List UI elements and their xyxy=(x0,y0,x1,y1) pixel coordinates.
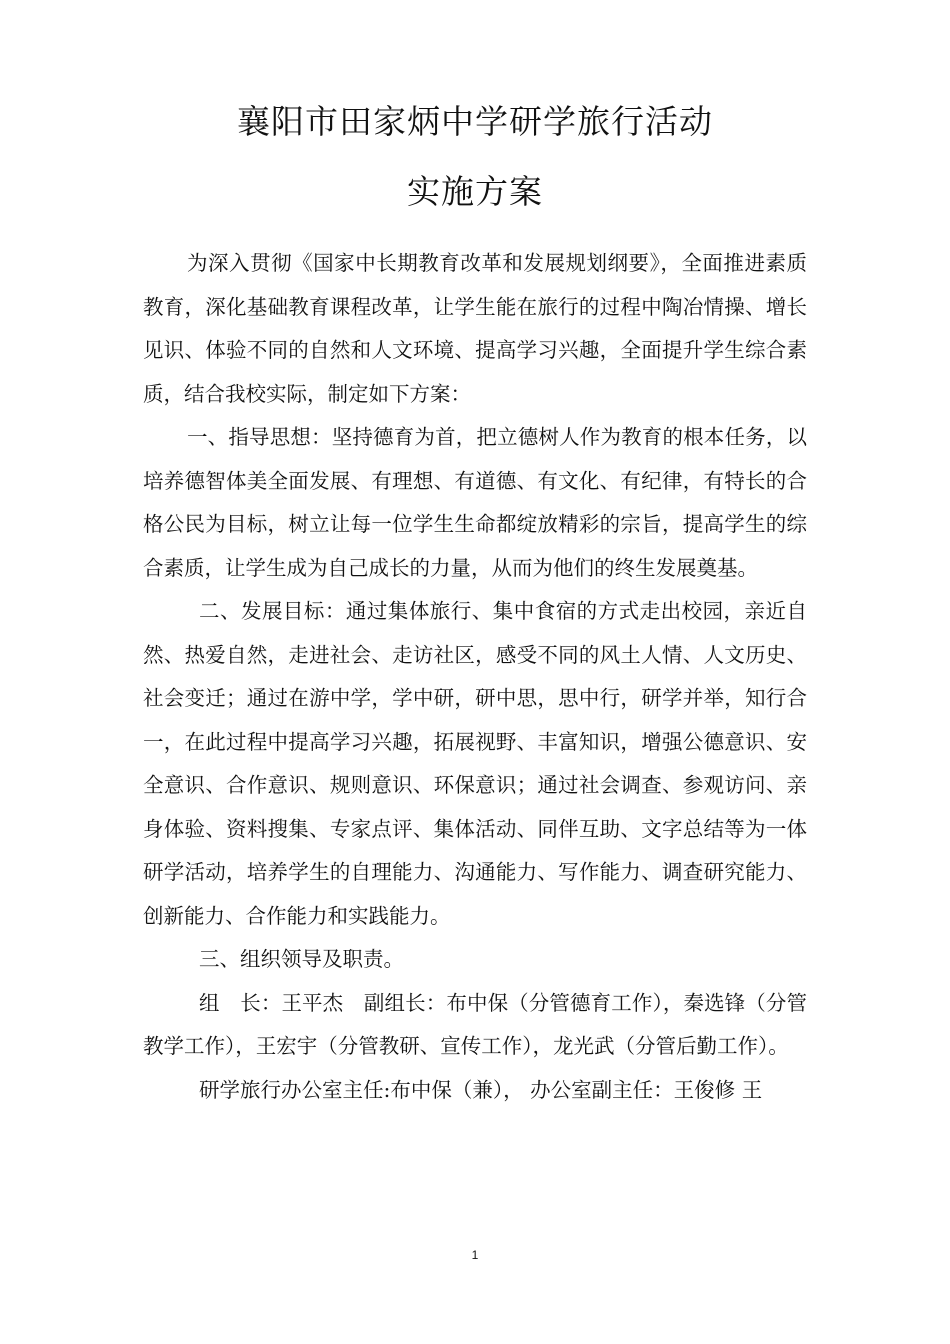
document-body xyxy=(143,242,807,1112)
leadership-paragraph: 组 长：王平杰 副组长：布中保（分管德育工作），秦选锋（分管教学工作），王宏宇（分管教研、宣传工作），龙光武（分管后勤工作）。 xyxy=(143,990,807,1058)
guiding-ideology-paragraph: 一、指导思想：坚持德育为首，把立德树人作为教育的根本任务，以培养德智体美全面发展、有理想、有道德、有文化、有纪律，有特长的合格公民为目标，树立让每一位学生生命都绽放精彩的宗旨，提高学生的综合素质，让学生成为自己成长的力量，从而为他们的终生发展奠基。 xyxy=(143,425,807,580)
development-goals-paragraph: 二、发展目标：通过集体旅行、集中食宿的方式走出校园，亲近自然、热爱自然，走进社会、走访社区，感受不同的风土人情、人文历史、社会变迁；通过在游中学，学中研，研中思，思中行，研学并举，知行合一，在此过程中提高学习兴趣，拓展视野、丰富知识，增强公德意识、安全意识、合作意识、规则意识、环保意识；通过社会调查、参观访问、亲身体验、资料搜集、专家点评、集体活动、同伴互助、文字总结等为一体研学活动，培养学生的自理能力、沟通能力、写作能力、调查研究能力、创新能力、合作能力和实践能力。 xyxy=(143,599,807,928)
page-number: 1 xyxy=(471,1248,479,1262)
document-title: 襄阳市田家炳中学研学旅行活动 xyxy=(237,102,713,141)
document-subtitle: 实施方案 xyxy=(407,172,543,211)
intro-paragraph: 为深入贯彻《国家中长期教育改革和发展规划纲要》，全面推进素质教育，深化基础教育课程改革，让学生能在旅行的过程中陶冶情操、增长见识、体验不同的自然和人文环境、提高学习兴趣，全面提升学生综合素质，结合我校实际，制定如下方案： xyxy=(143,251,807,406)
office-paragraph: 研学旅行办公室主任:布中保（兼）， 办公室副主任：王俊修 王 xyxy=(199,1077,763,1102)
organization-heading-paragraph: 三、组织领导及职责。 xyxy=(199,947,404,971)
